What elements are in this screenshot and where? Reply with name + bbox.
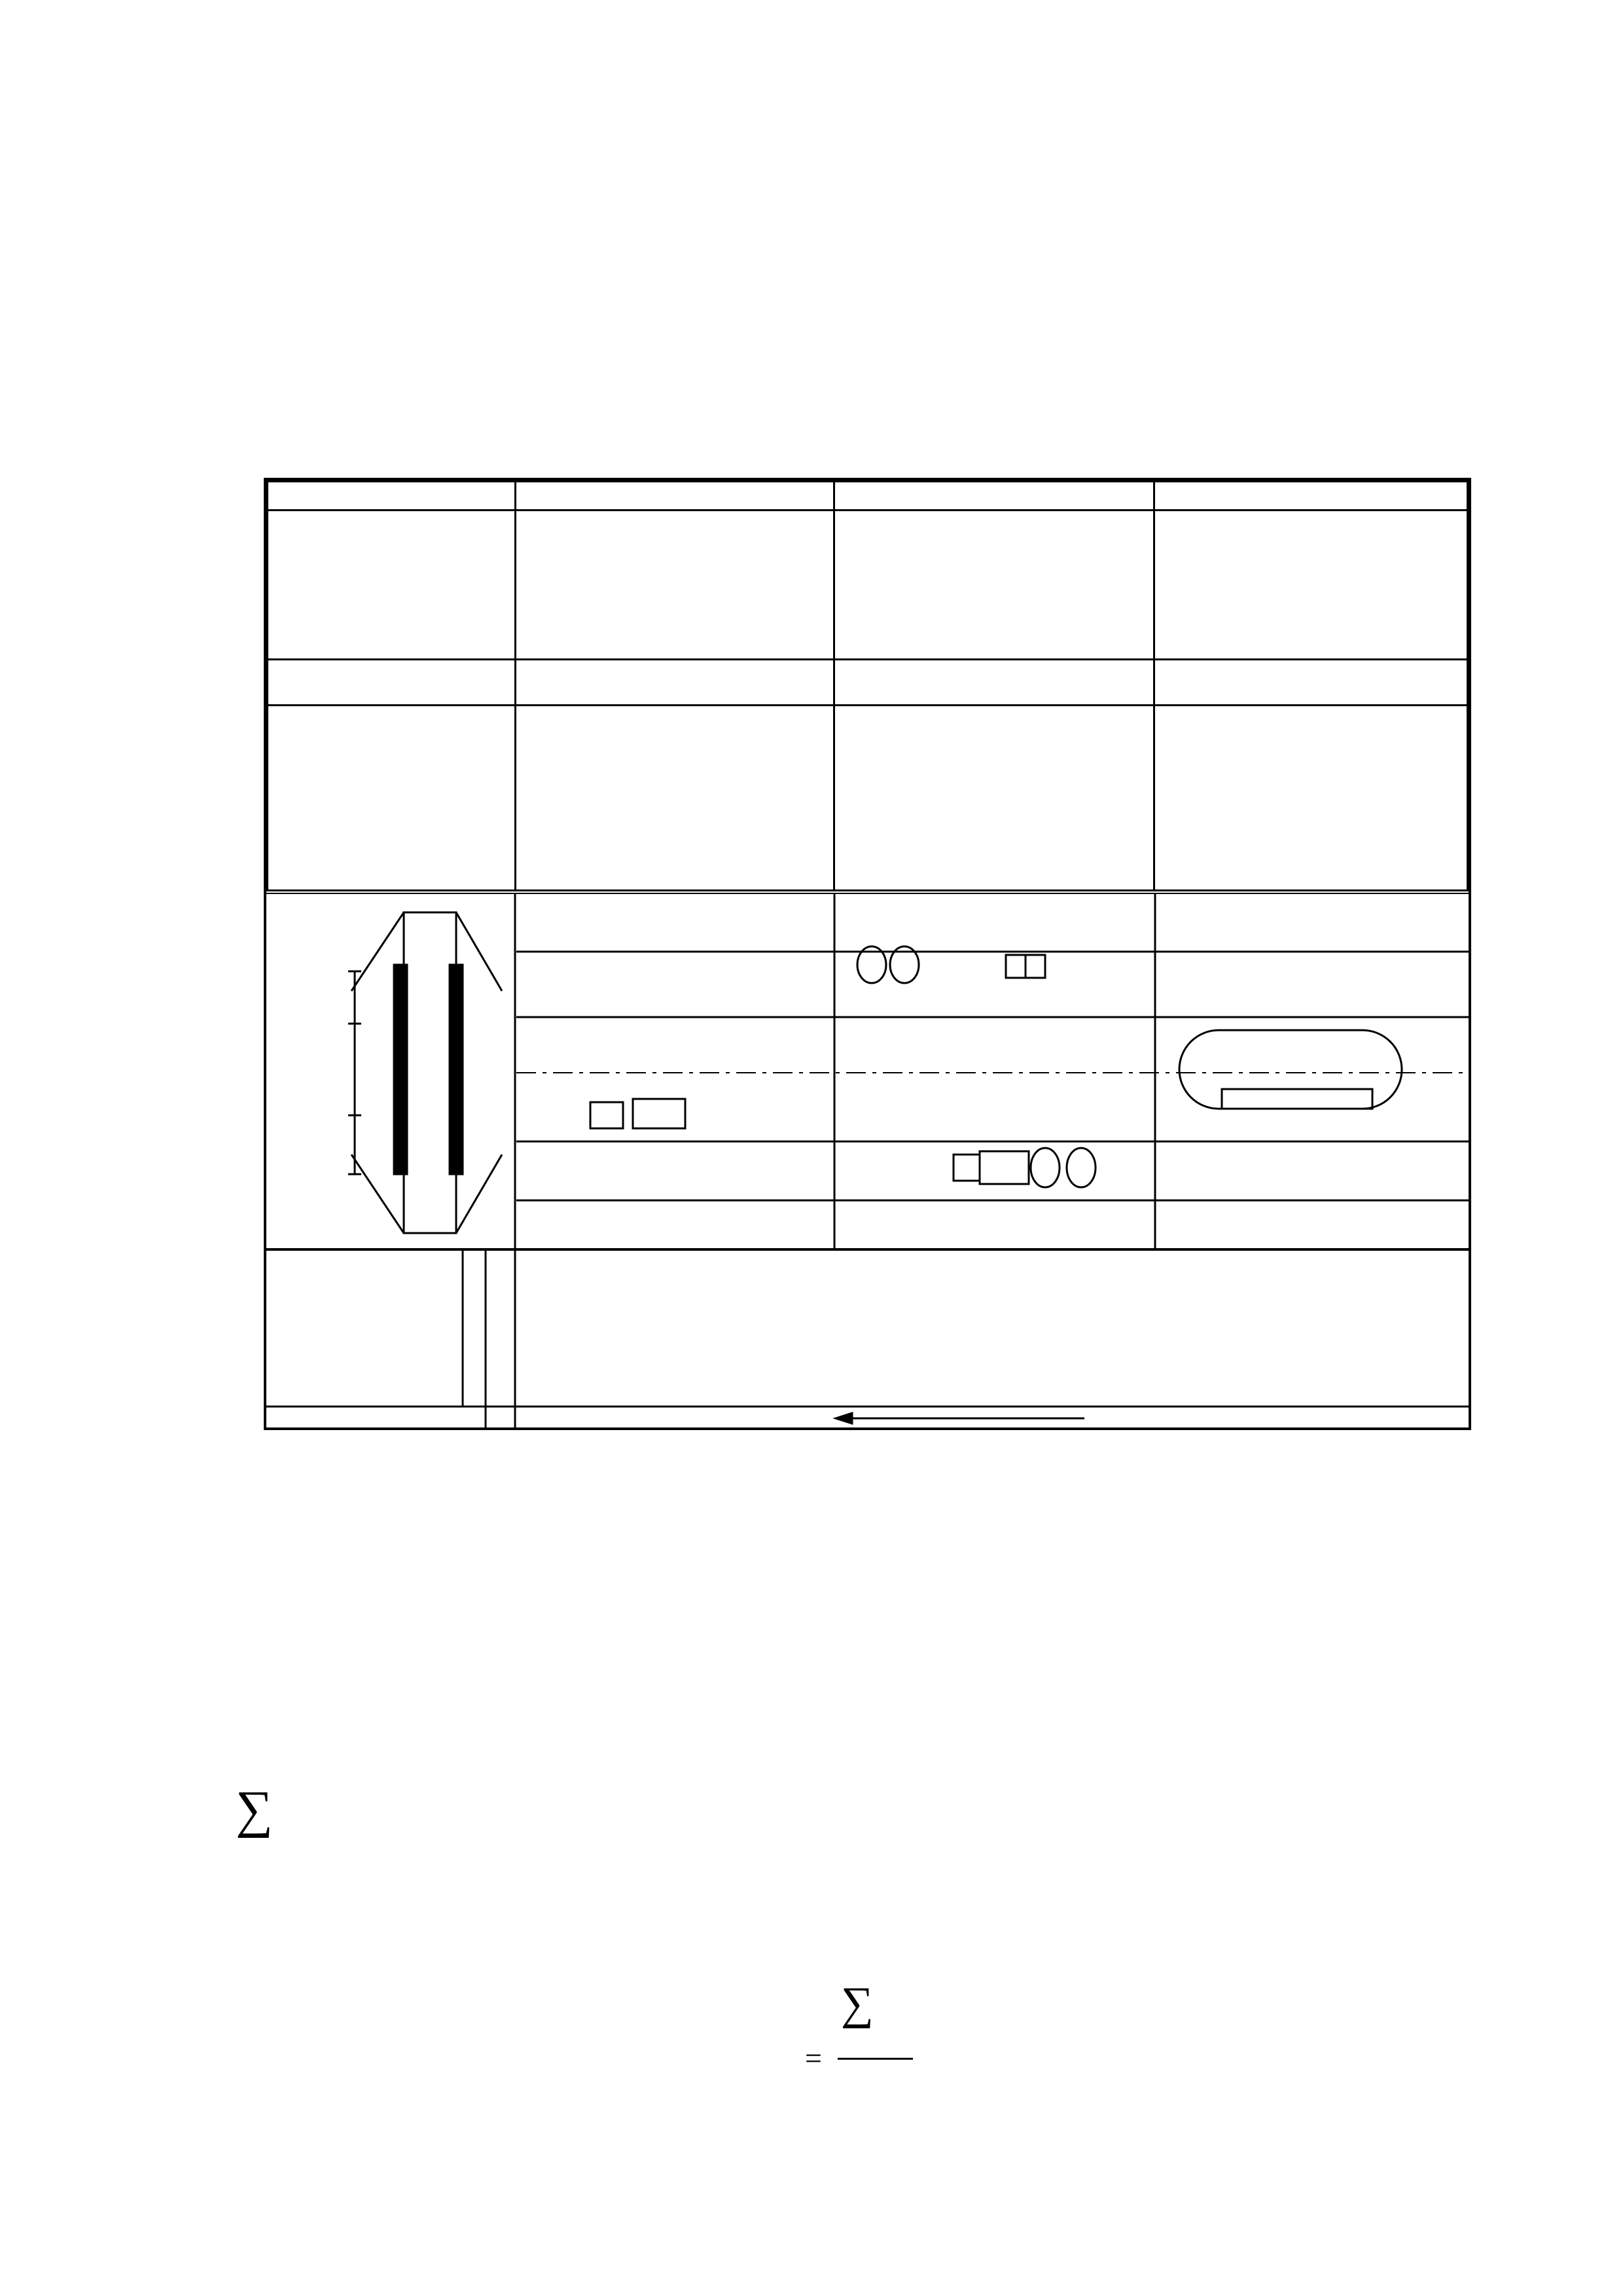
length-cell-3 [1154, 660, 1468, 706]
coefficient-formula [720, 1970, 1060, 2121]
road-plan [516, 946, 1469, 1200]
processes-cell-3 [1154, 511, 1468, 660]
machines-cell-3 [1154, 706, 1468, 891]
row-header-length [268, 660, 516, 706]
equals-sign: = [805, 2041, 822, 2075]
length-cell-2 [834, 660, 1154, 706]
column-header-1 [516, 482, 834, 511]
flow-direction-arrow [836, 1413, 1084, 1424]
column-header-2 [834, 482, 1154, 511]
sum-formula [236, 1767, 1512, 1872]
machines-cell-1 [516, 706, 834, 891]
fraction-bar [838, 2058, 913, 2060]
flow-table [266, 480, 1469, 891]
row-header-shifts [268, 482, 516, 511]
sum-sign: ∑ [236, 1781, 274, 1839]
technology-flow-figure [264, 478, 1471, 1430]
road-cross-section [348, 912, 502, 1233]
processes-cell-1 [516, 511, 834, 660]
processes-cell-2 [834, 511, 1154, 660]
flow-plan-drawing [266, 893, 1469, 1428]
machines-cell-2 [834, 706, 1154, 891]
row-header-processes [268, 511, 516, 660]
length-cell-1 [516, 660, 834, 706]
column-header-3 [1154, 482, 1468, 511]
row-header-machines [268, 706, 516, 891]
numerator-sum-sign: ∑ [841, 1979, 874, 2029]
